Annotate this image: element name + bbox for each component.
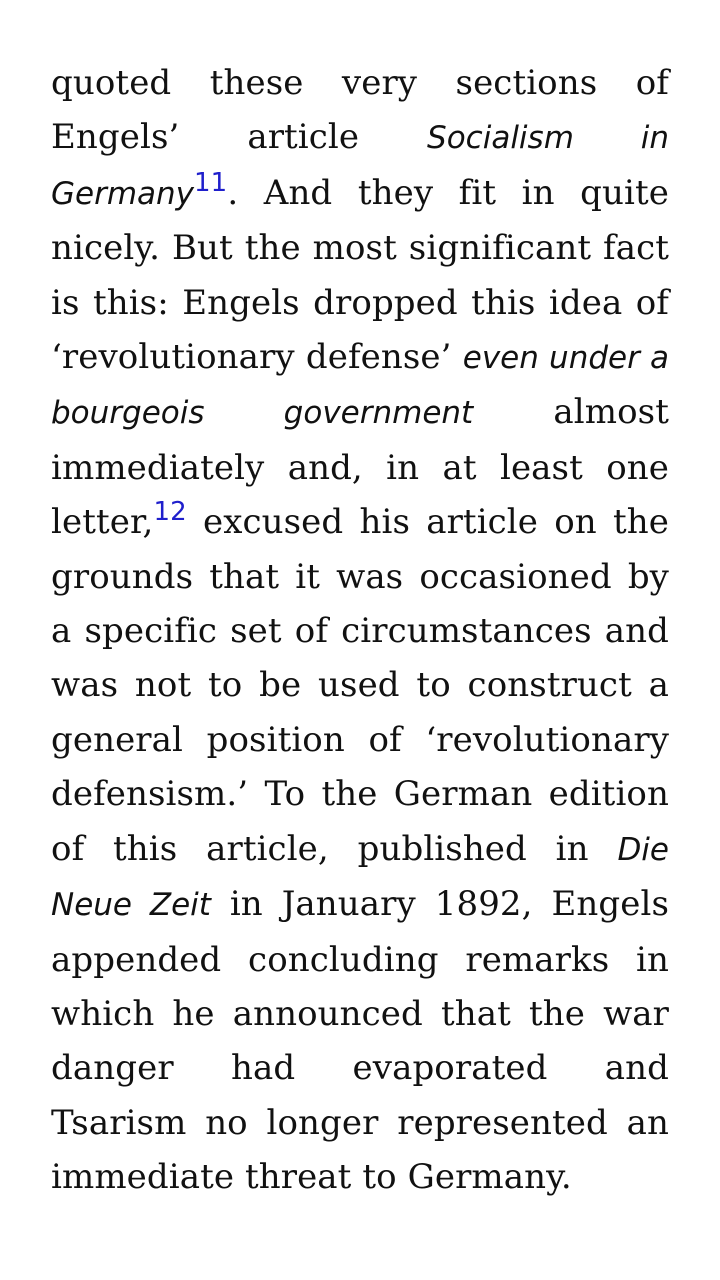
italic-title-die-neue-zeit: Die Neue Zeit xyxy=(51,831,669,924)
paragraph-text: . And they fit in quite nicely. But the most significant fact is this: Engels dropped this idea of ‘revolutionary defense’ xyxy=(51,172,669,378)
paragraph-text: almost immediately and, in at least one letter, xyxy=(51,392,669,543)
paragraph-text: in January 1892, Engels appended concluding remarks in which he announced that the war danger had evaporated and Tsarism no longer represented an immediate threat to Germany. xyxy=(51,884,669,1198)
reader-page xyxy=(51,56,669,1205)
footnote-link-11[interactable]: 11 xyxy=(194,167,228,198)
body-paragraph xyxy=(51,56,669,1205)
footnote-link-12[interactable]: 12 xyxy=(153,497,187,528)
italic-emphasis-bourgeois-government: even under a bourgeois government xyxy=(51,340,669,432)
italic-title-socialism-in-germany: Socialism in Germany xyxy=(51,120,669,212)
paragraph-text: excused his article on the grounds that it was occasioned by a specific set of circumstances and was not to be used to construct a general position of ‘revolutionary defensism.’ To the German edition of this article, published in xyxy=(51,502,669,869)
paragraph-text: quoted these very sections of Engels’ article xyxy=(51,63,669,158)
